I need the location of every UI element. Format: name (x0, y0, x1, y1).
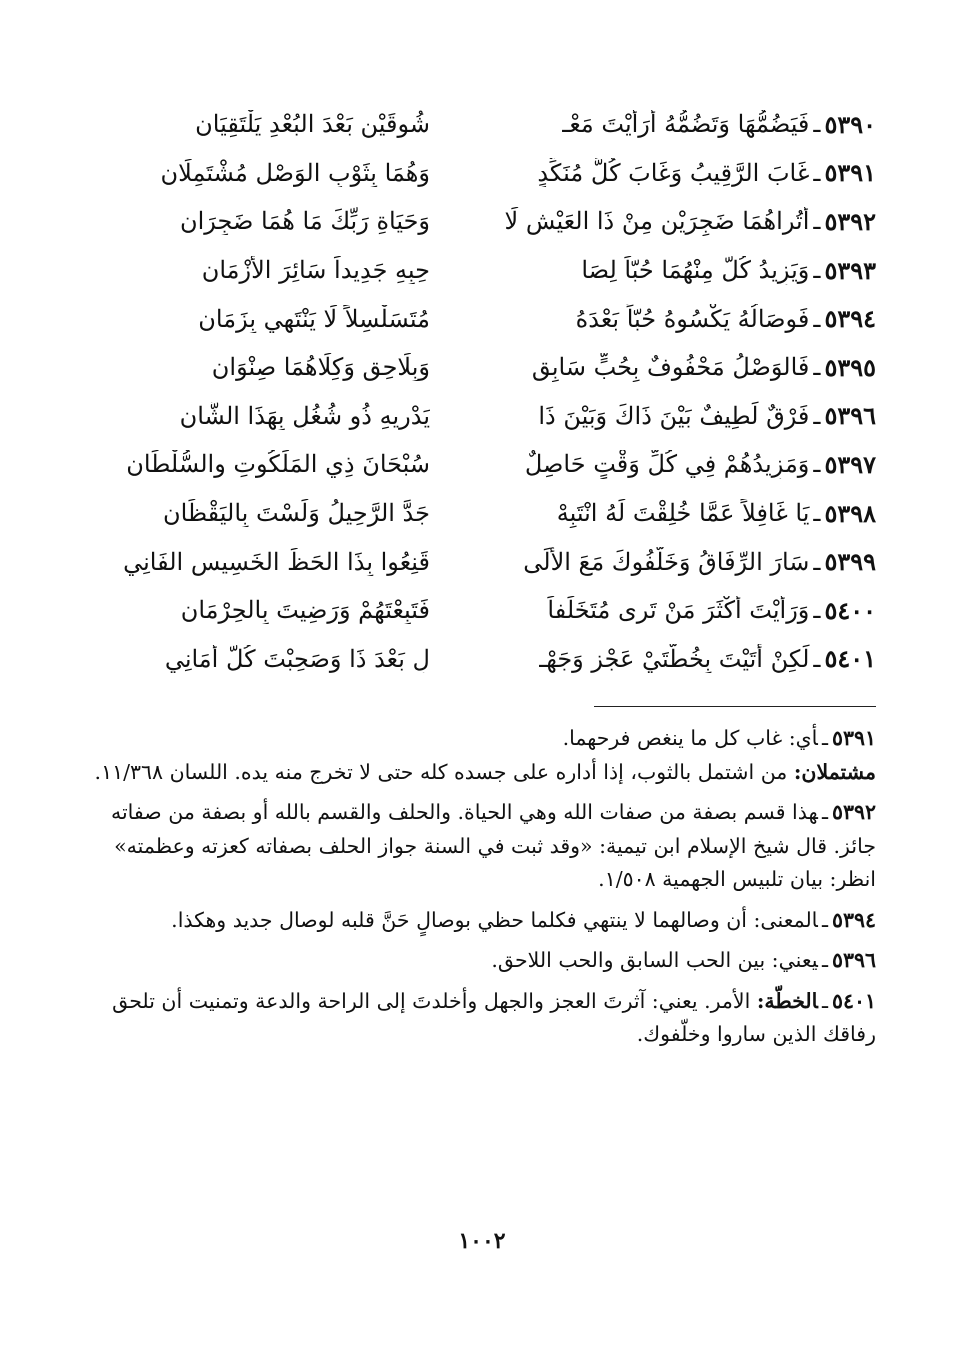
footnote-dash: ـ (821, 726, 828, 750)
verse-second-hemistich: يَدْرِيهِ ذُو شُغُلٍ بِهَذَا الشَّانِ (179, 401, 430, 430)
verse-row (76, 149, 876, 198)
verse-first-hemistich (464, 547, 876, 576)
footnote-text: المعنى: أن وصالهما لا ينتهي فكلما حظي بوصالٍ حَنَّ قلبه لوصال جديد وهكذا. (171, 907, 818, 932)
verse-first-text: غَابَ الرَّقِيبُ وَغَابَ كُلُّ مُنَكِّدٍ (537, 158, 810, 187)
verse-row (76, 440, 876, 489)
verse-first-text: وَمَزِيدُهُمْ فِي كُلِّ وَقْتٍ حَاصِلٌ (524, 450, 810, 479)
verse-row (76, 635, 876, 684)
page-number: ١٠٠٢ (458, 1228, 506, 1254)
verse-first-hemistich (464, 110, 876, 139)
footnote-term: مشتملان: (793, 759, 876, 784)
verse-dash: ـ (813, 547, 821, 576)
verse-first-text: أَتُراهُمَا ضَجِرَيْنِ مِنْ ذَا العَيْشِ لَا (504, 207, 810, 236)
verse-second-hemistich: وَحَيَاةِ رَبِّكَ مَا هُمَا ضَجِرَانِ (180, 207, 430, 236)
verse-first-text: وَرَأَيْتَ أَكْثَرَ مَنْ تَرى مُتَخَلِّفاً (547, 596, 810, 625)
footnote-dash: ـ (821, 948, 828, 972)
verse-dash: ـ (813, 499, 821, 528)
verse-row (76, 537, 876, 586)
footnote (86, 796, 876, 897)
verse-first-text: فَيَضُمُّهَا وَتَضُمُّهُ أَرَأَيْتَ مَعْـ (562, 110, 810, 139)
verse-second-hemistich: قَنِعُوا بِذَا الحَظِّ الخَسِيسِ الفَانِي (123, 547, 430, 576)
verse-first-text: فَوِصَالُهُ يَكْسُوهُ حُبّاً بَعْدَهُ (575, 304, 810, 333)
footnote-number: ٥٤٠١ (831, 988, 876, 1013)
verse-second-hemistich: حِبِهِ جَدِيداً سَائِرَ الأَزْمَانِ (201, 256, 430, 285)
footnote-text: هذا قسم بصفة من صفات الله وهي الحياة. والحلف والقسم بالله أو بصفة من صفاته جائز. قال شيخ الإسلام ابن تيمية: «وقد ثبت في السنة جواز الحلف بصفاته كعزته وعظمته» انظر: بيان تلبيس الجهمية ١/٥٠٨. (110, 800, 876, 891)
footnote (86, 904, 876, 938)
verse-first-hemistich (464, 596, 876, 625)
verse-number: ٥٣٩٦ (824, 401, 876, 431)
footnote-divider (594, 706, 876, 707)
verse-first-text: فَالوَصْلُ مَحْفُوفٌ بِحُبٍّ سَابِقٍ (531, 353, 810, 382)
footnote-dash: ـ (821, 988, 828, 1013)
footnote (86, 944, 876, 978)
verse-number: ٥٣٩٧ (824, 449, 876, 479)
verse-row (76, 294, 876, 343)
verse-dash: ـ (813, 644, 821, 673)
footnote-number: ٥٣٩٤ (831, 907, 876, 932)
verse-second-hemistich: لٍ بَعْدَ ذَا وَصَحِبْتَ كُلَّ أَمَانِي (164, 644, 430, 673)
verse-number: ٥٤٠٠ (824, 595, 876, 625)
verse-first-hemistich (464, 158, 876, 187)
verse-number: ٥٣٩٢ (824, 206, 876, 236)
verse-dash: ـ (813, 110, 821, 139)
verse-second-hemistich: مُتَسَلْسِلاً لَا يَنْتَهِي بِزَمَانِ (198, 304, 430, 333)
verse-dash: ـ (813, 158, 821, 187)
verse-first-text: وَيَزِيدُ كُلٌّ مِنْهُمَا حُبّاً لِصَا (581, 256, 810, 285)
verse-number: ٥٤٠١ (824, 644, 876, 674)
verse-dash: ـ (813, 353, 821, 382)
footnote-number: ٥٣٩٢ (831, 800, 876, 824)
footnote-subentry (86, 756, 876, 790)
verse-first-hemistich (464, 304, 876, 333)
verse-first-hemistich (464, 499, 876, 528)
footnotes (86, 722, 876, 1059)
verse-first-hemistich (464, 256, 876, 285)
footnote-term: الخطّة: (756, 988, 818, 1013)
verse-dash: ـ (813, 596, 821, 625)
verse-first-hemistich (464, 353, 876, 382)
footnote-text: يعني: بين الحب السابق والحب اللاحق. (491, 948, 818, 972)
footnote-dash: ـ (821, 907, 828, 932)
verse-first-hemistich (464, 644, 876, 673)
verse-number: ٥٣٩٣ (824, 255, 876, 285)
verse-second-hemistich: سُبْحَانَ ذِي المَلَكُوتِ والسُّلْطَانِ (126, 450, 430, 479)
footnote-number: ٥٣٩١ (831, 726, 876, 750)
verse-number: ٥٣٩١ (824, 158, 876, 188)
verse-second-hemistich: شُوقَيْنِ بَعْدَ البُعْدِ يَلْتَقِيَانِ (195, 110, 430, 139)
verse-row (76, 392, 876, 441)
verse-second-hemistich: وَهُمَا بِثَوْبِ الوَصْلِ مُشْتَمِلَانِ (160, 158, 430, 187)
verse-number: ٥٣٩٤ (824, 304, 876, 334)
verse-row (76, 246, 876, 295)
footnote-text: أي: غاب كل ما ينغص فرحهما. (562, 726, 818, 750)
verse-number: ٥٣٩٩ (824, 547, 876, 577)
verse-first-text: فَرْقٌ لَطِيفٌ بَيْنَ ذَاكَ وَبَيْنَ ذَا (538, 401, 810, 430)
verse-dash: ـ (813, 401, 821, 430)
verse-row (76, 489, 876, 538)
footnote-subtext: من اشتمل بالثوب، إذا أداره على جسده كله حتى لا تخرج منه يده. اللسان ١١/٣٦٨. (94, 759, 788, 784)
verse-number: ٥٣٩٨ (824, 498, 876, 528)
verse-row (76, 586, 876, 635)
verse-dash: ـ (813, 450, 821, 479)
verse-first-text: يَا غَافِلاً عَمَّا خُلِقْتَ لَهُ انْتَبِهْ (556, 499, 810, 528)
verse-number: ٥٣٩٥ (824, 352, 876, 382)
verse-first-text: سَارَ الرِّفَاقُ وَخَلَّفُوكَ مَعَ الأُلَى (523, 547, 810, 576)
verse-second-hemistich: وَبِلَاحِقٍ وَكِلَاهُمَا صِنْوَانِ (211, 353, 430, 382)
footnote-dash: ـ (821, 800, 828, 824)
verse-row (76, 197, 876, 246)
footnote-text: الأمر. يعني: آثرتَ العجز والجهل وأخلدتَ إلى الراحة والدعة وتمنيت أن تلحق رفاقك الذين ساروا وخلّفوك. (112, 988, 876, 1046)
footnote-number: ٥٣٩٦ (831, 948, 876, 972)
poem-verses (76, 100, 876, 683)
verse-first-text: لَكِنْ أَتَيْتَ بِخُطَّتَيْ عَجْزٍ وَجَهْـ (539, 644, 810, 673)
verse-row (76, 343, 876, 392)
verse-second-hemistich: فَتَبِعْتَهُمْ وَرَضِيتَ بِالحِرْمَانِ (180, 596, 430, 625)
verse-first-hemistich (464, 207, 876, 236)
verse-row (76, 100, 876, 149)
verse-number: ٥٣٩٠ (824, 109, 876, 139)
footnote (86, 722, 876, 789)
verse-dash: ـ (813, 207, 821, 236)
verse-dash: ـ (813, 256, 821, 285)
verse-second-hemistich: جَدَّ الرَّحِيلُ وَلَسْتَ بِاليَقْظَانِ (163, 499, 430, 528)
footnote (86, 985, 876, 1052)
verse-first-hemistich (464, 450, 876, 479)
verse-first-hemistich (464, 401, 876, 430)
verse-dash: ـ (813, 304, 821, 333)
